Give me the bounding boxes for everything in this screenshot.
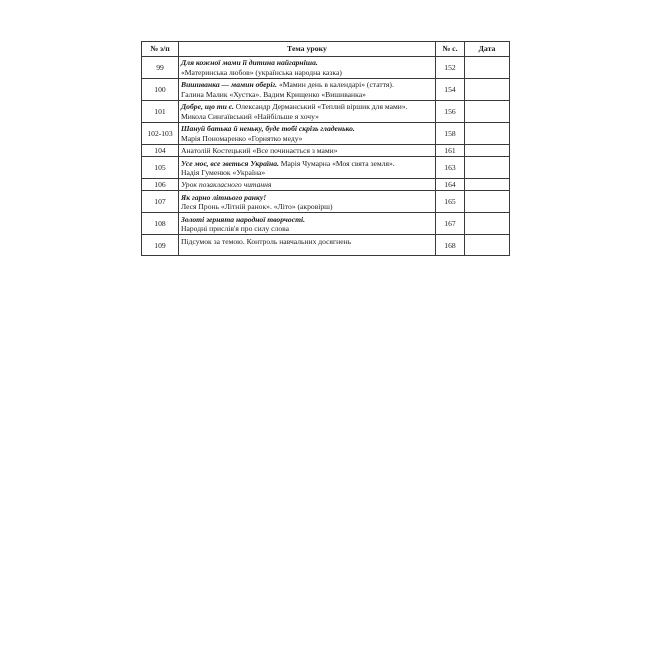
lesson-topic — [179, 191, 436, 213]
header-number: № з/п — [142, 42, 179, 57]
lesson-topic — [179, 235, 436, 256]
lesson-number: 104 — [142, 145, 179, 157]
topic-text: Підсумок за темою. Контроль навчальних досягнень — [181, 237, 352, 247]
table-row — [142, 157, 510, 179]
topic-highlight: Вишиванка — мамин оберіг. — [181, 80, 278, 90]
table-row — [142, 145, 510, 157]
lesson-date — [465, 235, 510, 256]
topic-highlight: Шануй батька й неньку, буде тобі скрізь гладенько. — [181, 124, 355, 134]
topic-text: Надія Гуменюк «Україна» — [181, 167, 266, 177]
topic-text: Урок позакласного читання — [181, 180, 272, 190]
lesson-page: 154 — [436, 79, 465, 101]
lesson-number: 102-103 — [142, 123, 179, 145]
table-row — [142, 123, 510, 145]
lesson-topic — [179, 79, 436, 101]
lesson-number: 99 — [142, 57, 179, 79]
lesson-number: 108 — [142, 213, 179, 235]
lesson-date — [465, 157, 510, 179]
lesson-page: 164 — [436, 179, 465, 191]
topic-text: «Материнська любов» (українська народна казка) — [181, 67, 342, 77]
lesson-date — [465, 213, 510, 235]
lesson-number: 100 — [142, 79, 179, 101]
lesson-page: 156 — [436, 101, 465, 123]
lesson-number: 107 — [142, 191, 179, 213]
table-row — [142, 191, 510, 213]
topic-text: Марія Пономаренко «Горнятко меду» — [181, 133, 303, 143]
lesson-page: 167 — [436, 213, 465, 235]
lesson-date — [465, 101, 510, 123]
lesson-date — [465, 123, 510, 145]
header-topic: Тема уроку — [179, 42, 436, 57]
table-row — [142, 101, 510, 123]
lesson-date — [465, 145, 510, 157]
lesson-date — [465, 179, 510, 191]
lesson-page: 152 — [436, 57, 465, 79]
lesson-topic — [179, 213, 436, 235]
table-row — [142, 79, 510, 101]
lesson-topic — [179, 157, 436, 179]
table-row — [142, 57, 510, 79]
topic-text: Анатолій Костецький «Все починається з мами» — [181, 146, 338, 155]
lesson-page: 163 — [436, 157, 465, 179]
topic-text: Народні прислів'я про силу слова — [181, 223, 289, 233]
lesson-page: 161 — [436, 145, 465, 157]
table-header-row — [142, 42, 510, 57]
lesson-number: 101 — [142, 101, 179, 123]
header-page: № с. — [436, 42, 465, 57]
lesson-topic — [179, 123, 436, 145]
topic-text: Марія Чумарна «Моя свята земля». — [278, 158, 395, 168]
topic-text: Микола Сингаївський «Найбільше я хочу» — [181, 111, 319, 121]
lesson-number: 109 — [142, 235, 179, 256]
lesson-topic — [179, 57, 436, 79]
topic-text: Леся Пронь «Літній ранок». «Літо» (акровірш) — [181, 201, 333, 211]
topic-highlight: Як гарно літнього ранку! — [181, 192, 267, 202]
lesson-date — [465, 191, 510, 213]
topic-highlight: Золоті зернята народної творчості. — [181, 214, 305, 224]
lesson-date — [465, 57, 510, 79]
table-row — [142, 213, 510, 235]
table-row — [142, 179, 510, 191]
lesson-page: 158 — [436, 123, 465, 145]
lesson-page: 168 — [436, 235, 465, 256]
lesson-topic — [179, 145, 436, 157]
topic-highlight: Добре, що ти є. — [181, 102, 234, 112]
topic-text: Олександр Дерманський «Теплий віршик для мами». — [233, 102, 408, 112]
table-row — [142, 235, 510, 256]
topic-highlight: Усе моє, все зветься Україна. — [181, 158, 279, 168]
lesson-topic — [179, 101, 436, 123]
lesson-page: 165 — [436, 191, 465, 213]
topic-highlight: Для кожної мами її дитина найгарніша. — [181, 58, 318, 68]
lesson-number: 105 — [142, 157, 179, 179]
lesson-number: 106 — [142, 179, 179, 191]
topic-text: «Мамин день в календарі» (стаття). — [277, 80, 394, 90]
topic-text: Галина Малик «Хустка». Вадим Крищенко «Вишиванка» — [181, 89, 366, 99]
lesson-topic — [179, 179, 436, 191]
lesson-date — [465, 79, 510, 101]
header-date: Дата — [465, 42, 510, 57]
lesson-plan-table — [141, 41, 510, 256]
